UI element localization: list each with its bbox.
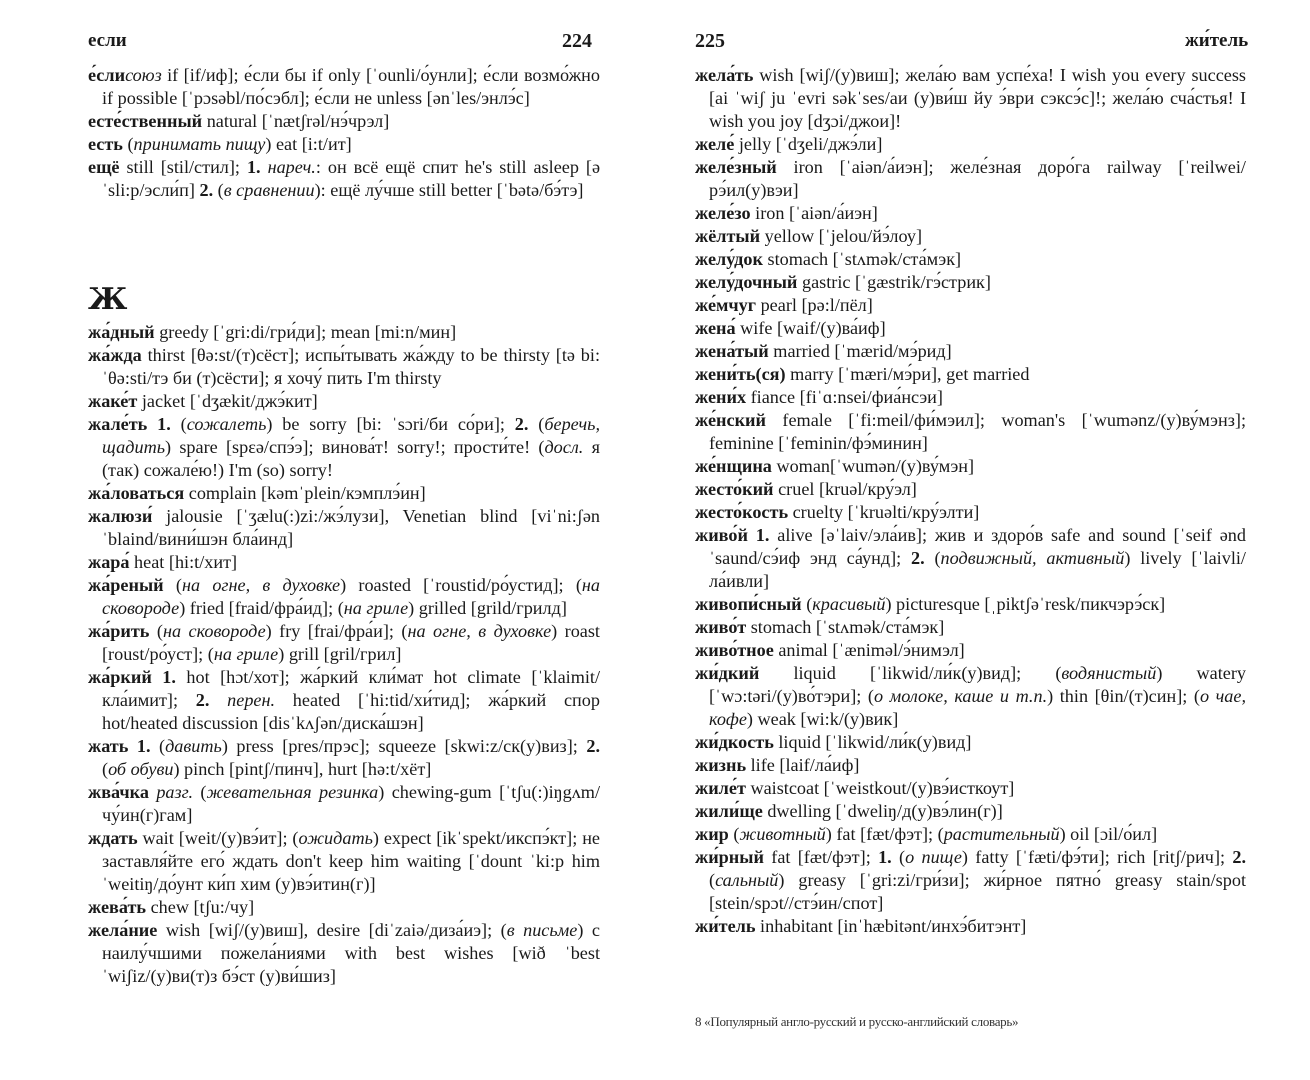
- dictionary-entry: жи́рный fat [fæt/фэт]; 1. (о пище) fatty [ˈfæti/фэ́ти]; rich [ritʃ/рич]; 2. (сальный) greasy [ˈgri:zi/гри́зи]; жи́рное пятно́ greasy stain/spot [stein/spɔt//стэ́ин/спот]: [695, 847, 1247, 913]
- headword: жизнь: [695, 755, 747, 775]
- usage-label: на огне, в духовке: [407, 621, 552, 641]
- headword: жева́ть: [88, 897, 147, 917]
- usage-label: на гриле: [213, 644, 279, 664]
- usage-label: давить: [165, 736, 222, 756]
- headword: жиле́т: [695, 778, 746, 798]
- dictionary-entry: жили́ще dwelling [ˈdweliŋ/д(у)вэ́лин(г)]: [695, 801, 1003, 821]
- headword: желе́зный: [695, 157, 777, 177]
- headword: жёлтый: [695, 226, 761, 246]
- usage-label: сожалеть: [186, 414, 267, 434]
- dictionary-entry: желе́зо iron [ˈaiən/а́иэн]: [695, 203, 878, 223]
- dictionary-entry: жа́ловаться complain [kəmˈplein/кэмплэ́ин]: [88, 483, 426, 503]
- headword: жена́тый: [695, 341, 769, 361]
- headword: жела́ть: [695, 65, 754, 85]
- dictionary-entry: жа́рить (на сковороде) fry [frai/фра́и]; (на огне, в духовке) roast [roust/ро́уст]; (на гриле) grill [gril/грил]: [88, 621, 600, 664]
- dictionary-entry: жела́ть wish [wiʃ/(у)виш]; жела́ю вам успе́ха! I wish you every success [ai ˈwiʃ ju ˈevri səkˈses/аи (у)ви́ш йу э́ври сэксэ́с]!; жела́ю сча́стья! I wish you joy [dʒɔi/джои]!: [695, 65, 1246, 131]
- sense-number: 2.: [911, 548, 925, 568]
- letter-heading: Ж: [88, 282, 128, 317]
- headword: жени́х: [695, 387, 747, 407]
- dictionary-entry: же́мчуг pearl [pə:l/пёл]: [695, 295, 873, 315]
- headword: есть: [88, 134, 123, 154]
- usage-label: о молоке, каше и т.п.: [873, 686, 1048, 706]
- headword: жела́ние: [88, 920, 158, 940]
- dictionary-entry: жаке́т jacket [ˈdʒækit/джэ́кит]: [88, 391, 318, 411]
- dictionary-entry: жева́ть chew [tʃu:/чу]: [88, 897, 255, 917]
- sense-number: 1.: [157, 414, 171, 434]
- sense-number: 1.: [878, 847, 892, 867]
- headword: жени́ть(ся): [695, 364, 786, 384]
- headword: живо́тное: [695, 640, 774, 660]
- dictionary-entry: живо́й 1. alive [əˈlaiv/эла́ив]; жив и здоро́в safe and sound [ˈseif ənd ˈsaund/сэ́иф энд са́унд]; 2. (подвижный, активный) lively [ˈlaivli/ла́ивли]: [695, 525, 1246, 591]
- sense-number: 2.: [195, 690, 210, 710]
- page-number: 225: [695, 30, 725, 52]
- page-footer: 8 «Популярный англо-русский и русско-английский словарь»: [695, 1014, 1019, 1029]
- headword: жа́ловаться: [88, 483, 185, 503]
- usage-label: принимать пищу: [133, 134, 266, 154]
- dictionary-entry: живо́тное animal [ˈænimǝl/э́нимэл]: [695, 640, 965, 660]
- dictionary-entry: жесто́кий cruel [kruəl/кру́эл]: [695, 479, 917, 499]
- headword: е́сли: [88, 65, 126, 85]
- usage-label: подвижный, активный: [940, 548, 1125, 568]
- headword: жир: [695, 824, 729, 844]
- headword: жа́ркий: [88, 667, 152, 687]
- usage-label: водянистый: [1061, 663, 1157, 683]
- dictionary-entry: живопи́сный (красивый) picturesque [ˌpiktʃəˈresk/пикчэрэ́ск]: [695, 594, 1166, 614]
- headword: жесто́кость: [695, 502, 789, 522]
- headword: жи́тель: [695, 916, 756, 936]
- dictionary-entry: желе́ jelly [ˈdʒeli/джэ́ли]: [695, 134, 883, 154]
- dictionary-entry: жела́ние wish [wiʃ/(у)виш], desire [diˈzaiə/диза́иэ]; (в письме) с наилу́чшими пожела́ниями with best wishes [wið ˈbest ˈwiʃiz/(у)ви(т)з бэ́ст (у)ви́шиз]: [88, 920, 600, 986]
- headword: жесто́кий: [695, 479, 774, 499]
- headword: желе́зо: [695, 203, 751, 223]
- dictionary-entry: жир (животный) fat [fæt/фэт]; (растительный) oil [ɔil/о́ил]: [695, 824, 1158, 844]
- dictionary-entry: ждать wait [weit/(у)вэ́ит]; (ожидать) expect [ikˈspekt/икспэ́кт]; не заставля́йте его́ ждать don't keep him waiting [ˈdount ˈki:p him ˈweitiŋ/до́унт ки́п хим (у)вэ́итин(г)]: [88, 828, 601, 894]
- headword: желу́док: [695, 249, 763, 269]
- usage-label: жевательная резинка: [206, 782, 379, 802]
- dictionary-entry: жени́ть(ся) marry [ˈmæri/мэ́ри], get married: [695, 364, 1030, 384]
- headword: есте́ственный: [88, 111, 203, 131]
- dictionary-entry: же́нский female [ˈfi:meil/фи́мэил]; woman's [ˈwumənz/(у)ву́мэнз]; feminine [ˈfeminin/фэ́минин]: [695, 410, 1246, 453]
- usage-label: в письме: [506, 920, 578, 940]
- dictionary-entry: жара́ heat [hi:t/хит]: [88, 552, 238, 572]
- usage-label: нареч.: [267, 157, 316, 177]
- headword: живо́й: [695, 525, 748, 545]
- headword: жать: [88, 736, 129, 756]
- running-head: жи́тель: [1185, 30, 1249, 51]
- dictionary-entry: жа́дный greedy [ˈgri:di/гри́ди]; mean [mi:n/мин]: [88, 322, 457, 342]
- dictionary-entry: желу́дочный gastric [ˈgæstrik/гэ́стрик]: [695, 272, 991, 292]
- dictionary-entry: желу́док stomach [ˈstʌmək/ста́мэк]: [695, 249, 962, 269]
- dictionary-entry: желе́зный iron [ˈaiən/а́иэн]; желе́зная доро́га railway [ˈreilwei/рэ́ил(у)вэи]: [695, 157, 1246, 200]
- dictionary-entry: ещё still [stil/стил]; 1. нареч.: он всё ещё спит he's still asleep [əˈsli:p/эсли́п] 2. (в сравнении): ещё лу́чше still better [ˈbətə/бэ́тэ]: [88, 157, 601, 200]
- headword: жва́чка: [88, 782, 149, 802]
- headword: жи́рный: [695, 847, 764, 867]
- usage-label: на гриле: [343, 598, 409, 618]
- right-page: [655, 0, 1310, 1080]
- dictionary-entry: жи́дкий liquid [ˈlikwid/ли́к(у)вид]; (водянистый) watery [ˈwɔ:təri/(у)во́тэри]; (о молоке, каше и т.п.) thin [θin/(т)син]; (о чае, кофе) weak [wi:k/(у)вик]: [695, 663, 1246, 729]
- usage-label: досл.: [544, 437, 584, 457]
- usage-label: растительный: [943, 824, 1060, 844]
- headword: жи́дкость: [695, 732, 774, 752]
- entry-list: [695, 64, 1246, 938]
- dictionary-entry: е́слисоюз if [if/иф]; е́сли бы if only [ˈounli/о́унли]; е́сли возмо́жно if possible [ˈpɔsəbl/по́сэбл]; е́сли не unless [ənˈles/энлэ́с]: [88, 65, 600, 108]
- headword: желу́дочный: [695, 272, 798, 292]
- usage-label: на сковороде: [162, 621, 266, 641]
- sense-number: 2.: [514, 414, 529, 434]
- dictionary-entry: жени́х fiance [fiˈɑ:nsei/фиа́нсэи]: [695, 387, 943, 407]
- usage-label: о чае, кофе: [709, 686, 1246, 729]
- entry-list: [88, 321, 600, 988]
- sense-number: 1.: [136, 736, 151, 756]
- dictionary-entry: жа́реный (на огне, в духовке) roasted [ˈroustid/ро́устид]; (на сковороде) fried [fraid/фра́ид]; (на гриле) grilled [grild/грилд]: [88, 575, 601, 618]
- dictionary-entry: жена́тый married [ˈmærid/мэ́рид]: [695, 341, 952, 361]
- headword: живопи́сный: [695, 594, 802, 614]
- sense-number: 2.: [199, 180, 214, 200]
- headword: жара́: [88, 552, 130, 572]
- usage-label: об обуви: [108, 759, 174, 779]
- running-head: если: [88, 30, 127, 51]
- headword: же́нщина: [695, 456, 772, 476]
- dictionary-entry: жёлтый yellow [ˈjelou/йэ́лоу]: [695, 226, 923, 246]
- headword: же́мчуг: [695, 295, 757, 315]
- headword: жале́ть: [88, 414, 148, 434]
- usage-label: союз: [125, 65, 162, 85]
- headword: жаке́т: [88, 391, 138, 411]
- usage-label: животный: [739, 824, 826, 844]
- dictionary-entry: есте́ственный natural [ˈnætʃrəl/нэ́чрэл]: [88, 111, 390, 131]
- dictionary-entry: жесто́кость cruelty [ˈkruəlti/кру́элти]: [695, 502, 980, 522]
- headword: ждать: [88, 828, 138, 848]
- usage-label: ожидать: [298, 828, 373, 848]
- dictionary-entry: жале́ть 1. (сожалеть) be sorry [bi: ˈsɔri/би со́ри]; 2. (беречь, щадить) spare [spɛə/спэ́э]; винова́т! sorry!; прости́те! (досл. я (так) сожале́ю!) I'm (so) sorry!: [88, 414, 601, 480]
- headword: же́нский: [695, 410, 767, 430]
- usage-label: перен.: [227, 690, 276, 710]
- dictionary-entry: жи́дкость liquid [ˈlikwid/ли́к(у)вид]: [695, 732, 972, 752]
- headword: жи́дкий: [695, 663, 760, 683]
- dictionary-entry: жена́ wife [waif/(у)ва́иф]: [695, 318, 886, 338]
- dictionary-entry: жа́жда thirst [θə:st/(т)сёст]; испы́тывать жа́жду to be thirsty [tə bi: ˈθə:sti/тэ би (т)сёсти]; я хочу́ пить I'm thirsty: [88, 345, 600, 388]
- dictionary-entry: есть (принимать пищу) eat [i:t/ит]: [88, 134, 352, 154]
- headword: жа́рить: [88, 621, 150, 641]
- usage-label: беречь, щадить: [102, 414, 601, 457]
- usage-label: сальный: [715, 870, 779, 890]
- headword: жа́дный: [88, 322, 155, 342]
- headword: живо́т: [695, 617, 747, 637]
- entry-list: [88, 64, 600, 202]
- dictionary-entry: жизнь life [laif/ла́иф]: [695, 755, 860, 775]
- dictionary-entry: жи́тель inhabitant [inˈhæbitənt/инхэ́битэнт]: [695, 916, 1027, 936]
- headword: жена́: [695, 318, 736, 338]
- headword: жили́ще: [695, 801, 763, 821]
- page-number: 224: [562, 30, 592, 52]
- usage-label: красивый: [812, 594, 886, 614]
- headword: жа́жда: [88, 345, 142, 365]
- sense-number: 2.: [586, 736, 601, 756]
- dictionary-entry: жать 1. (давить) press [pres/прэс]; squeeze [skwi:z/ск(у)виз]; 2. (об обуви) pinch [pintʃ/пинч], hurt [hə:t/хёт]: [88, 736, 601, 779]
- dictionary-entry: же́нщина woman[ˈwumən/(у)ву́мэн]: [695, 456, 975, 476]
- dictionary-entry: жва́чка разг. (жевательная резинка) chewing-gum [ˈtʃu(:)iŋgʌm/чу́ин(г)гам]: [88, 782, 601, 825]
- sense-number: 1.: [246, 157, 261, 177]
- dictionary-entry: жиле́т waistcoat [ˈweistkout/(у)вэ́исткоут]: [695, 778, 1015, 798]
- usage-label: разг.: [156, 782, 194, 802]
- usage-label: на огне, в духовке: [181, 575, 341, 595]
- dictionary-entry: жа́ркий 1. hot [hɔt/хот]; жа́ркий кли́мат hot climate [ˈklaimit/кла́имит]; 2. перен. heated [ˈhi:tid/хи́тид]; жа́ркий спор hot/heated discussion [disˈkʌʃən/диска́шэн]: [88, 667, 601, 733]
- sense-number: 1.: [162, 667, 176, 687]
- headword: ещё: [88, 157, 120, 177]
- dictionary-entry: живо́т stomach [ˈstʌmək/ста́мэк]: [695, 617, 945, 637]
- headword: жа́реный: [88, 575, 164, 595]
- sense-number: 2.: [1232, 847, 1247, 867]
- dictionary-entry: жалюзи́ jalousie [ˈʒælu(:)zi:/жэ́лузи], Venetian blind [viˈni:ʃən ˈblaind/вини́шэн бла́инд]: [88, 506, 600, 549]
- usage-label: о пище: [905, 847, 962, 867]
- headword: жалюзи́: [88, 506, 153, 526]
- usage-label: в сравнении: [223, 180, 315, 200]
- sense-number: 1.: [755, 525, 770, 545]
- usage-label: на сковороде: [102, 575, 601, 618]
- headword: желе́: [695, 134, 735, 154]
